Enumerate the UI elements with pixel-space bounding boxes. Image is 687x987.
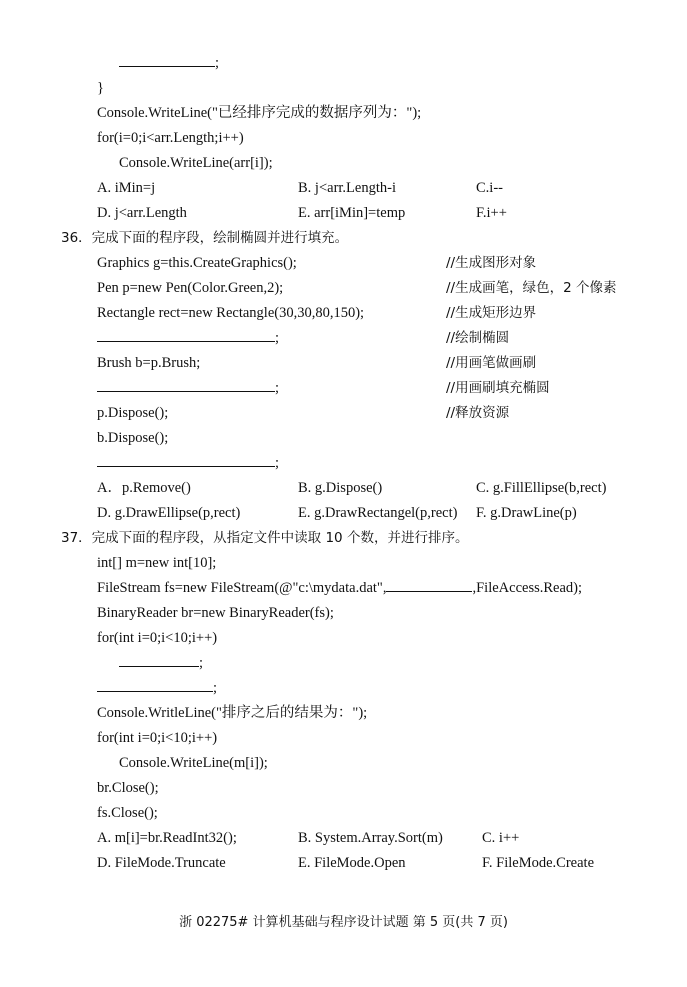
option-f: F. FileMode.Create	[482, 855, 594, 871]
q36-blank-1: ;	[97, 329, 279, 347]
option-a: A. m[i]=br.ReadInt32();	[97, 830, 237, 846]
answer-blank[interactable]	[97, 329, 275, 342]
answer-blank[interactable]	[97, 679, 213, 692]
question-36-title: 36．完成下面的程序段，绘制椭圆并进行填充。	[61, 230, 349, 246]
option-e: E. g.DrawRectangel(p,rect)	[298, 505, 458, 521]
code-line: for(int i=0;i<10;i++)	[97, 730, 218, 746]
option-c: C. i++	[482, 830, 520, 846]
code-line: Graphics g=this.CreateGraphics();	[97, 255, 297, 271]
code-line: br.Close();	[97, 780, 159, 796]
option-c: C. g.FillEllipse(b,rect)	[476, 480, 607, 496]
answer-blank[interactable]	[386, 579, 472, 592]
code-line: Rectangle rect=new Rectangle(30,30,80,150);	[97, 305, 365, 321]
answer-blank[interactable]	[119, 54, 215, 67]
q37-blank-2: ;	[97, 679, 217, 697]
code-line: BinaryReader br=new BinaryReader(fs);	[97, 605, 334, 621]
option-c: C.i--	[476, 180, 503, 196]
code-line: Console.WriteLine("已经排序完成的数据序列为：");	[97, 105, 422, 121]
answer-blank[interactable]	[119, 654, 199, 667]
code-line: Console.WriteLine(arr[i]);	[119, 155, 273, 171]
q36-blank-3: ;	[97, 454, 279, 472]
code-line: Console.WriteLine(m[i]);	[119, 755, 268, 771]
code-comment: //用画笔做画刷	[446, 355, 537, 371]
code-line: b.Dispose();	[97, 430, 169, 446]
option-f: F.i++	[476, 205, 507, 221]
option-e: E. FileMode.Open	[298, 855, 406, 871]
code-comment: //生成画笔，绿色，2 个像素	[446, 280, 617, 296]
code-line: Brush b=p.Brush;	[97, 355, 201, 371]
option-e: E. arr[iMin]=temp	[298, 205, 406, 221]
option-b: B. System.Array.Sort(m)	[298, 830, 443, 846]
code-line: p.Dispose();	[97, 405, 169, 421]
answer-blank[interactable]	[97, 379, 275, 392]
code-line-filestream: FileStream fs=new FileStream(@"c:\mydata.dat", ,FileAccess.Read);	[97, 580, 583, 596]
option-a: A. iMin=j	[97, 180, 156, 196]
code-comment: //生成图形对象	[446, 255, 537, 271]
option-b: B. j<arr.Length-i	[298, 180, 396, 196]
code-line: int[] m=new int[10];	[97, 555, 217, 571]
code-comment: //释放资源	[446, 405, 510, 421]
code-line: for(int i=0;i<10;i++)	[97, 630, 218, 646]
code-line: Console.WritleLine("排序之后的结果为：");	[97, 705, 368, 721]
q36-blank-2: ;	[97, 379, 279, 397]
question-37-title: 37．完成下面的程序段，从指定文件中读取 10 个数，并进行排序。	[61, 530, 469, 546]
answer-blank[interactable]	[97, 454, 275, 467]
q35-blank-line: ;	[119, 54, 219, 72]
code-line: fs.Close();	[97, 805, 158, 821]
q37-blank-1: ;	[119, 654, 203, 672]
code-line: Pen p=new Pen(Color.Green,2);	[97, 280, 284, 296]
code-line: }	[97, 80, 104, 96]
page-footer: 浙 02275# 计算机基础与程序设计试题 第 5 页(共 7 页)	[179, 915, 508, 930]
option-d: D. j<arr.Length	[97, 205, 187, 221]
option-a: A．p.Remove()	[97, 480, 191, 496]
code-comment: //绘制椭圆	[446, 330, 510, 346]
option-f: F. g.DrawLine(p)	[476, 505, 577, 521]
code-comment: //生成矩形边界	[446, 305, 537, 321]
code-comment: //用画刷填充椭圆	[446, 380, 550, 396]
option-b: B. g.Dispose()	[298, 480, 383, 496]
option-d: D. g.DrawEllipse(p,rect)	[97, 505, 241, 521]
option-d: D. FileMode.Truncate	[97, 855, 226, 871]
code-line: for(i=0;i<arr.Length;i++)	[97, 130, 244, 146]
